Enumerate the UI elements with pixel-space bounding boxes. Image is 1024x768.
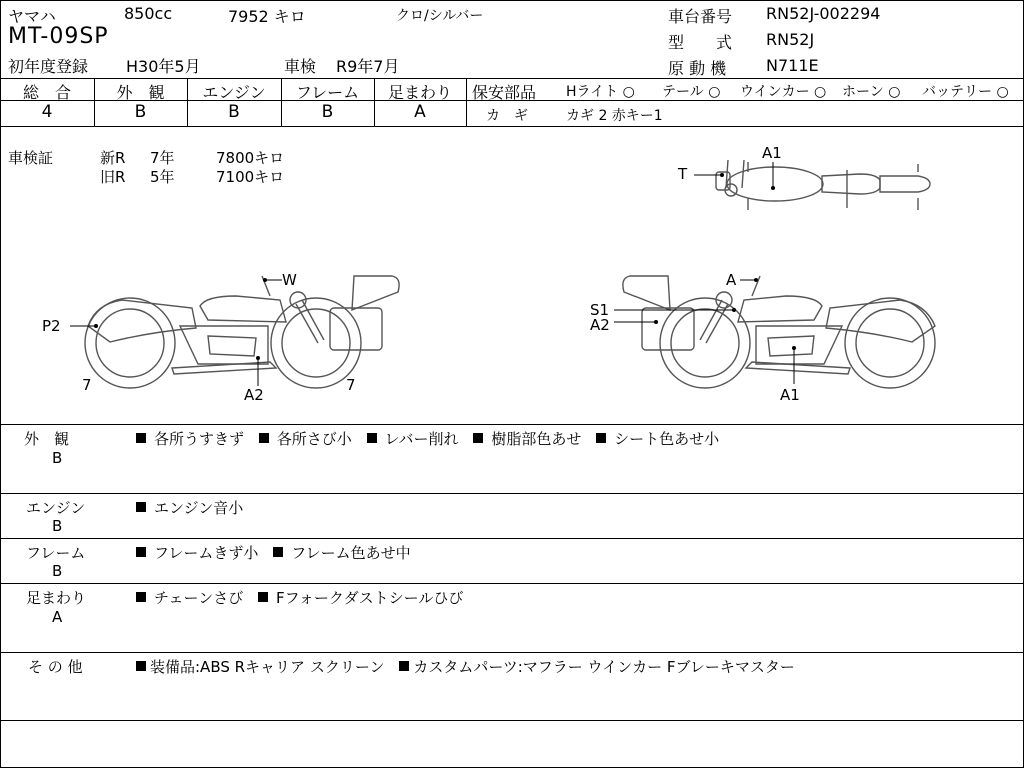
certificate-old-year: 5年	[150, 168, 175, 186]
safety-battery: バッテリー ○	[922, 84, 1009, 100]
top-a1-label: A1	[762, 144, 782, 162]
note-frame-grade: B	[52, 562, 63, 580]
motorcycle-right-view-icon	[623, 276, 935, 388]
note-item: Fフォークダストシールひび	[276, 589, 464, 607]
key-label: カ ギ	[486, 108, 528, 124]
note-engine-items	[136, 497, 243, 518]
divider	[0, 78, 1024, 79]
note-frame-items	[136, 542, 411, 563]
frame-number-label: 車台番号	[668, 7, 733, 26]
grade-exterior-label: 外 観	[116, 83, 165, 102]
safety-taillight: テール ○	[662, 84, 721, 100]
top-t-label: T	[678, 165, 688, 183]
left-7b-label: 7	[346, 376, 356, 394]
headlight-status: ○	[622, 84, 635, 100]
motorcycle-left-view-icon	[85, 276, 399, 388]
note-item: チェーンさび	[154, 589, 244, 607]
grade-overall-value: 4	[41, 102, 53, 122]
right-a-label: A	[726, 271, 737, 289]
note-engine-category: エンジン	[26, 499, 86, 517]
right-a1-label: A1	[780, 386, 800, 404]
note-other-items	[136, 656, 795, 677]
safety-headlight: Hライト ○	[566, 84, 635, 100]
damage-diagram	[0, 128, 1024, 424]
divider	[0, 538, 1024, 539]
note-frame-category: フレーム	[26, 544, 86, 562]
right-a2-label: A2	[590, 316, 610, 334]
note-item: エンジン音小	[154, 499, 244, 517]
displacement: 850cc	[124, 4, 173, 23]
maker: ヤマハ	[8, 7, 56, 26]
mileage: 7952 キロ	[228, 7, 306, 26]
divider	[0, 720, 1024, 721]
note-item: 樹脂部色あせ	[491, 430, 582, 448]
note-exterior-grade: B	[52, 449, 63, 467]
left-7a-label: 7	[82, 376, 92, 394]
left-a2-label: A2	[244, 386, 264, 404]
grade-suspension-value: A	[414, 102, 426, 122]
divider	[0, 583, 1024, 584]
left-p2-label: P2	[42, 317, 61, 335]
safety-horn: ホーン ○	[842, 84, 901, 100]
battery-status: ○	[996, 84, 1009, 100]
note-item: シート色あせ小	[614, 430, 720, 448]
horn-status: ○	[888, 84, 901, 100]
grade-engine-value: B	[228, 102, 240, 122]
first-registration-value: H30年5月	[126, 57, 201, 76]
grade-suspension-label: 足まわり	[387, 83, 452, 102]
note-item: 各所うすきず	[154, 430, 245, 448]
certificate-new-mileage: 7800キロ	[216, 149, 285, 167]
note-exterior-category: 外 観	[24, 430, 70, 448]
divider	[0, 424, 1024, 425]
shaken-value: R9年7月	[336, 57, 400, 76]
certificate-old-label: 旧R	[100, 168, 126, 186]
certificate-new-year: 7年	[150, 149, 175, 167]
note-suspension-category: 足まわり	[26, 589, 87, 607]
key-value: カギ 2 赤キー1	[566, 108, 663, 124]
engine-model-value: N711E	[766, 56, 819, 75]
note-other-category: そ の 他	[28, 658, 83, 676]
safety-parts-label: 保安部品	[472, 83, 537, 102]
note-item: フレームきず小	[154, 544, 259, 562]
engine-model-label: 原 動 機	[668, 59, 727, 78]
note-suspension-grade: A	[52, 608, 63, 626]
motorcycle-top-view-icon	[716, 160, 930, 210]
frame-number-value: RN52J-002294	[766, 4, 881, 23]
shaken-label: 車検	[284, 57, 317, 76]
note-engine-grade: B	[52, 517, 63, 535]
first-registration-label: 初年度登録	[8, 57, 89, 76]
divider	[466, 78, 467, 126]
certificate-label: 車検証	[8, 149, 54, 167]
type-value: RN52J	[766, 30, 815, 49]
note-item: カスタムパーツ:マフラー ウインカー Fブレーキマスター	[413, 658, 795, 676]
grade-exterior-value: B	[134, 102, 147, 122]
grade-overall-label: 総 合	[22, 83, 71, 102]
note-exterior-items	[136, 428, 719, 449]
divider	[0, 493, 1024, 494]
model-name: MT-09SP	[8, 24, 109, 49]
note-item: 装備品:ABS Rキャリア スクリーン	[150, 658, 385, 676]
divider	[0, 652, 1024, 653]
grade-frame-value: B	[321, 102, 334, 122]
right-s1-label: S1	[590, 301, 610, 319]
safety-winker: ウインカー ○	[740, 84, 827, 100]
type-label: 型 式	[668, 33, 733, 52]
grade-engine-label: エンジン	[202, 83, 266, 102]
note-suspension-items	[136, 587, 463, 608]
note-item: フレーム色あせ中	[291, 544, 411, 562]
note-item: レバー削れ	[384, 430, 459, 448]
left-w-label: W	[282, 271, 297, 289]
grade-frame-label: フレーム	[295, 83, 360, 102]
certificate-new-label: 新R	[100, 149, 126, 167]
winker-status: ○	[814, 84, 827, 100]
taillight-status: ○	[708, 84, 721, 100]
divider	[0, 126, 1024, 127]
color: クロ/シルバー	[396, 8, 484, 24]
certificate-old-mileage: 7100キロ	[216, 168, 285, 186]
note-item: 各所さび小	[276, 430, 352, 448]
